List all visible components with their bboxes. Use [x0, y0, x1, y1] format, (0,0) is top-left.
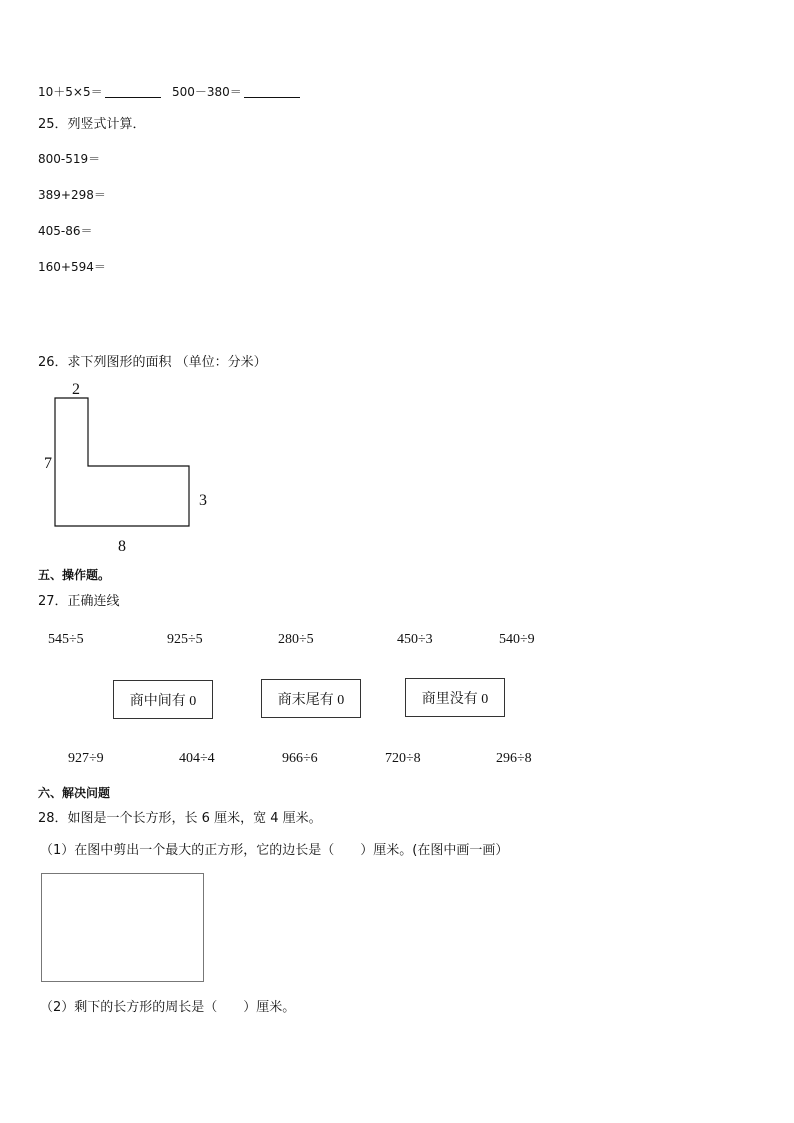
q25-title: 25．列竖式计算． [38, 117, 146, 132]
expression-2-text: 500－380＝ [172, 85, 242, 99]
top-division-1[interactable]: 545÷5 [48, 632, 84, 647]
top-division-5[interactable]: 540÷9 [499, 632, 535, 647]
dimension-left: 7 [44, 455, 52, 472]
category-box-end-zero[interactable]: 商末尾有 0 [261, 679, 361, 718]
bottom-division-5[interactable]: 296÷8 [496, 751, 532, 766]
section-6-title: 六、解决问题 [38, 786, 111, 800]
top-division-3[interactable]: 280÷5 [278, 632, 314, 647]
top-division-2[interactable]: 925÷5 [167, 632, 203, 647]
q25-item-3: 405-86＝ [38, 224, 93, 238]
q25-item-4: 160+594＝ [38, 260, 106, 274]
top-division-4[interactable]: 450÷3 [397, 632, 433, 647]
l-shape-outline [55, 398, 189, 526]
q25-item-1: 800-519＝ [38, 152, 101, 166]
q28-part-2: （2）剩下的长方形的周长是（ ）厘米。 [40, 1000, 296, 1015]
q28-title: 28．如图是一个长方形，长 6 厘米，宽 4 厘米。 [38, 811, 322, 826]
q25-item-2: 389+298＝ [38, 188, 106, 202]
bottom-division-1[interactable]: 927÷9 [68, 751, 104, 766]
bottom-division-2[interactable]: 404÷4 [179, 751, 215, 766]
q26-title: 26．求下列图形的面积 （单位：分米） [38, 355, 267, 370]
dimension-top: 2 [72, 381, 80, 398]
category-box-no-zero[interactable]: 商里没有 0 [405, 678, 505, 717]
q27-title: 27．正确连线 [38, 594, 120, 609]
expression-1-text: 10＋5×5＝ [38, 85, 103, 99]
rectangle-figure[interactable] [41, 873, 204, 982]
dimension-right: 3 [199, 492, 207, 509]
bottom-division-3[interactable]: 966÷6 [282, 751, 318, 766]
q28-part-1: （1）在图中剪出一个最大的正方形，它的边长是（ ）厘米。(在图中画一画） [40, 843, 509, 858]
category-box-middle-zero[interactable]: 商中间有 0 [113, 680, 213, 719]
bottom-division-4[interactable]: 720÷8 [385, 751, 421, 766]
section-5-title: 五、操作题。 [38, 568, 111, 582]
dimension-bottom: 8 [118, 538, 126, 555]
